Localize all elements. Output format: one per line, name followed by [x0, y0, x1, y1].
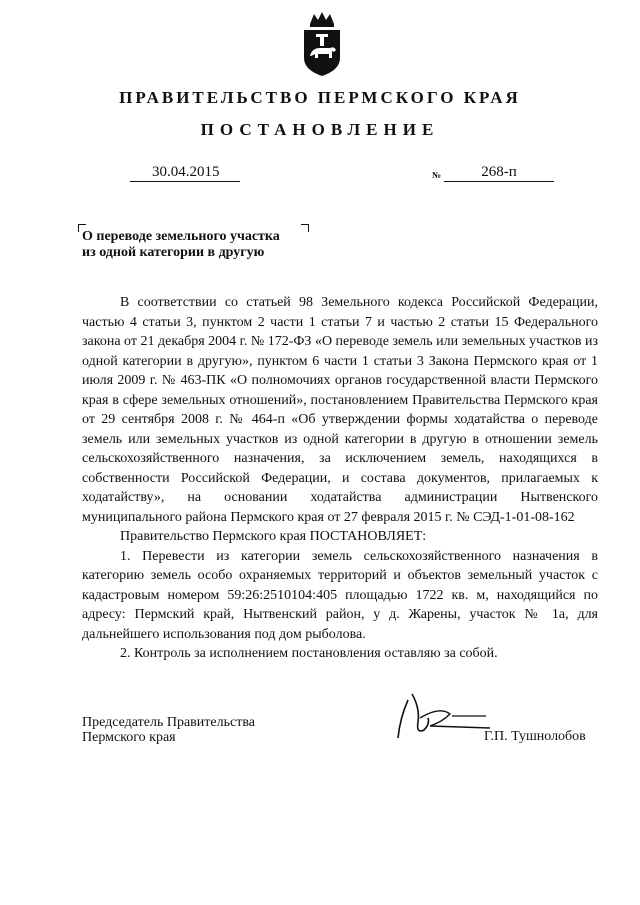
signatory-title	[82, 715, 255, 745]
subject-line-1: О переводе земельного участка	[82, 229, 280, 244]
item-1-paragraph: 1. Перевести из категории земель сельскохозяйственного назначения в категорию земель особо охраняемых территорий и объектов земельный участок с кадастровым номером 59:26:2510104:405 площадью 1722 кв. м, находящийся по адресу: Пермский край, Нытвенский район, у д. Жарены, участок № 1а, для дальнейшего использования под дом рыболова.	[82, 548, 598, 642]
date-value: 30.04.2015	[152, 164, 220, 180]
signatory-title-line-1: Председатель Правительства	[82, 715, 255, 730]
signatory-title-line-2: Пермского края	[82, 730, 176, 745]
organization-title: ПРАВИТЕЛЬСТВО ПЕРМСКОГО КРАЯ	[119, 88, 521, 107]
item-2-paragraph: 2. Контроль за исполнением постановления оставляю за собой.	[120, 646, 498, 661]
document-type: ПОСТАНОВЛЕНИЕ	[200, 120, 440, 139]
decree-paragraph: Правительство Пермского края ПОСТАНОВЛЯЕТ:	[120, 529, 427, 544]
document-number: 268-п	[444, 163, 554, 182]
document-subject	[82, 229, 322, 261]
signatory-name: Г.П. Тушнолобов	[484, 729, 586, 744]
subject-line-2: из одной категории в другую	[82, 245, 265, 260]
number-label: №	[432, 170, 442, 180]
document-body	[82, 293, 598, 664]
preamble-paragraph: В соответствии со статьей 98 Земельного кодекса Российской Федерации, частью 4 статьи 3, пунктом 2 части 1 статьи 7 и частью 2 статьи 15 Федерального закона от 21 декабря 2004 г. № 172-ФЗ «О переводе земель или земельных участков из одной категории в другую», пунктом 6 части 1 статьи 3 Закона Пермского края от 1 июля 2009 г. № 463-ПК «О полномочиях органов государственной власти Пермского края в сфере земельных отношений», постановлением Правительства Пермского края от 29 сентября 2008 г. № 464-п «Об утверждении формы ходатайства о переводе земель или земельных участков из одной категории в другую в отношении земель сельскохозяйственного назначения, за исключением земель, находящихся в собственности Российской Федерации, и состава документов, прилагаемых к ходатайству», на основании ходатайства администрации Нытвенского муниципального района Пермского края от 27 февраля 2015 г. № СЭД-1-01-08-162	[82, 295, 598, 525]
document-date	[130, 163, 240, 182]
coat-of-arms-icon	[296, 10, 348, 78]
